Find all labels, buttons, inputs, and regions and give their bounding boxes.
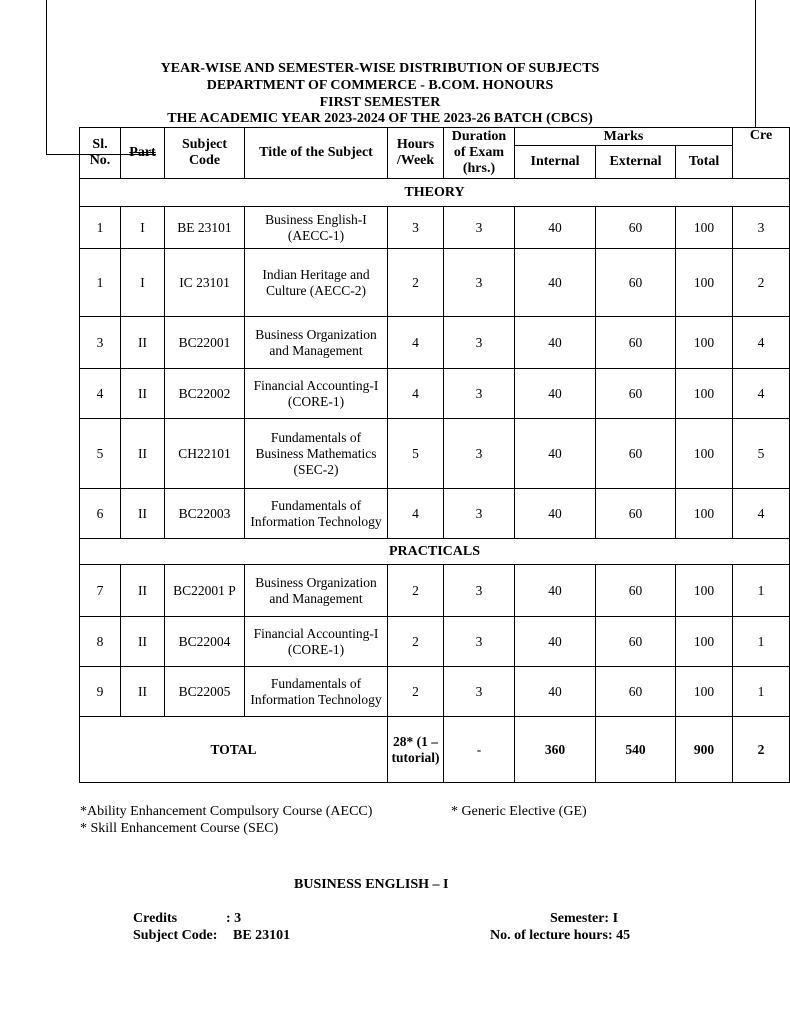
cell-credits: 1 — [733, 617, 790, 667]
total-external: 540 — [596, 717, 676, 783]
cell-sl: 4 — [80, 369, 121, 419]
total-label: TOTAL — [80, 717, 388, 783]
cell-code: IC 23101 — [165, 249, 245, 317]
note-sec: * Skill Enhancement Course (SEC) — [80, 821, 279, 836]
cell-credits: 1 — [733, 565, 790, 617]
cell-credits: 4 — [733, 369, 790, 419]
cell-hours: 4 — [388, 489, 444, 539]
cell-external: 60 — [596, 207, 676, 249]
cell-hours: 2 — [388, 565, 444, 617]
credits-value: : 3 — [226, 911, 242, 926]
total-hours: 28* (1 – tutorial) — [388, 717, 444, 783]
cell-duration: 3 — [444, 667, 515, 717]
table-row — [80, 565, 790, 617]
cell-total: 100 — [676, 489, 733, 539]
cell-title: Fundamentals of Information Technology — [245, 489, 388, 539]
col-header-title: Title of the Subject — [245, 128, 388, 179]
cell-total: 100 — [676, 249, 733, 317]
cell-internal: 40 — [515, 317, 596, 369]
cell-total: 100 — [676, 207, 733, 249]
cell-internal: 40 — [515, 667, 596, 717]
cell-part: I — [121, 249, 165, 317]
cell-internal: 40 — [515, 617, 596, 667]
note-aecc: *Ability Enhancement Compulsory Course (AECC) — [80, 804, 373, 819]
table-row — [80, 317, 790, 369]
cell-sl: 9 — [80, 667, 121, 717]
table-row — [80, 249, 790, 317]
cell-code: BC22001 P — [165, 565, 245, 617]
col-header-code: Subject Code — [165, 128, 245, 179]
cell-credits: 3 — [733, 207, 790, 249]
cell-hours: 4 — [388, 369, 444, 419]
col-header-credits: Cre — [733, 128, 790, 179]
cell-internal: 40 — [515, 489, 596, 539]
cell-part: II — [121, 369, 165, 419]
cell-title: Business Organization and Management — [245, 317, 388, 369]
cell-title: Business Organization and Management — [245, 565, 388, 617]
cell-credits: 4 — [733, 317, 790, 369]
cell-hours: 2 — [388, 617, 444, 667]
cell-total: 100 — [676, 317, 733, 369]
col-header-marks: Marks — [515, 128, 733, 146]
col-header-part-text: Part — [129, 145, 156, 160]
cell-part: II — [121, 617, 165, 667]
cell-internal: 40 — [515, 369, 596, 419]
cell-duration: 3 — [444, 489, 515, 539]
cell-duration: 3 — [444, 317, 515, 369]
cell-part: II — [121, 419, 165, 489]
cell-hours: 2 — [388, 249, 444, 317]
cell-title: Fundamentals of Business Mathematics (SEC-2) — [245, 419, 388, 489]
cell-sl: 6 — [80, 489, 121, 539]
cell-sl: 1 — [80, 207, 121, 249]
cell-hours: 3 — [388, 207, 444, 249]
heading-line-4: THE ACADEMIC YEAR 2023-2024 OF THE 2023-26 BATCH (CBCS) — [167, 111, 593, 126]
subject-code-value: BE 23101 — [233, 928, 291, 943]
cell-duration: 3 — [444, 565, 515, 617]
cell-credits: 2 — [733, 249, 790, 317]
cell-sl: 7 — [80, 565, 121, 617]
cell-external: 60 — [596, 617, 676, 667]
cell-part: II — [121, 489, 165, 539]
table-row — [80, 667, 790, 717]
lecture-hours-label: No. of lecture hours: 45 — [490, 928, 631, 943]
cell-sl: 1 — [80, 249, 121, 317]
cell-credits: 1 — [733, 667, 790, 717]
subject-distribution-table — [79, 127, 790, 783]
total-duration: - — [444, 717, 515, 783]
cell-total: 100 — [676, 369, 733, 419]
heading-line-2: DEPARTMENT OF COMMERCE - B.COM. HONOURS — [206, 78, 554, 93]
section-theory: THEORY — [80, 179, 790, 207]
cell-total: 100 — [676, 419, 733, 489]
cell-part: I — [121, 207, 165, 249]
cell-hours: 2 — [388, 667, 444, 717]
cell-internal: 40 — [515, 565, 596, 617]
practical-rows — [80, 565, 790, 717]
cell-code: BC22004 — [165, 617, 245, 667]
table-row — [80, 617, 790, 667]
cell-internal: 40 — [515, 207, 596, 249]
cell-external: 60 — [596, 667, 676, 717]
cell-external: 60 — [596, 317, 676, 369]
col-header-sl: Sl. No. — [80, 128, 121, 179]
cell-title: Financial Accounting-I (CORE-1) — [245, 369, 388, 419]
cell-total: 100 — [676, 617, 733, 667]
section-practicals: PRACTICALS — [80, 539, 790, 565]
cell-part: II — [121, 317, 165, 369]
col-header-duration: Duration of Exam (hrs.) — [444, 128, 515, 179]
col-header-internal: Internal — [515, 146, 596, 179]
cell-code: BC22005 — [165, 667, 245, 717]
cell-duration: 3 — [444, 617, 515, 667]
cell-hours: 5 — [388, 419, 444, 489]
total-total: 900 — [676, 717, 733, 783]
cell-credits: 5 — [733, 419, 790, 489]
cell-code: BC22003 — [165, 489, 245, 539]
cell-title: Indian Heritage and Culture (AECC-2) — [245, 249, 388, 317]
note-ge: * Generic Elective (GE) — [451, 804, 587, 819]
cell-part: II — [121, 565, 165, 617]
table-row — [80, 207, 790, 249]
cell-external: 60 — [596, 419, 676, 489]
cell-hours: 4 — [388, 317, 444, 369]
cell-total: 100 — [676, 565, 733, 617]
cell-part: II — [121, 667, 165, 717]
cell-sl: 5 — [80, 419, 121, 489]
table-row — [80, 419, 790, 489]
cell-total: 100 — [676, 667, 733, 717]
cell-title: Financial Accounting-I (CORE-1) — [245, 617, 388, 667]
total-internal: 360 — [515, 717, 596, 783]
cell-internal: 40 — [515, 419, 596, 489]
total-credits: 2 — [733, 717, 790, 783]
semester-label: Semester: I — [550, 911, 619, 926]
theory-rows — [80, 207, 790, 539]
cell-code: BC22002 — [165, 369, 245, 419]
frame-right-line — [755, 0, 756, 128]
heading-line-1: YEAR-WISE AND SEMESTER-WISE DISTRIBUTION OF SUBJECTS — [160, 61, 600, 76]
cell-external: 60 — [596, 369, 676, 419]
cell-duration: 3 — [444, 369, 515, 419]
table-row — [80, 489, 790, 539]
cell-duration: 3 — [444, 419, 515, 489]
col-header-external: External — [596, 146, 676, 179]
subject-title: BUSINESS ENGLISH – I — [294, 877, 449, 892]
col-header-total: Total — [676, 146, 733, 179]
cell-code: CH22101 — [165, 419, 245, 489]
cell-sl: 3 — [80, 317, 121, 369]
heading-line-3: FIRST SEMESTER — [319, 95, 441, 110]
cell-title: Business English-I (AECC-1) — [245, 207, 388, 249]
col-header-part — [121, 128, 165, 179]
cell-sl: 8 — [80, 617, 121, 667]
cell-code: BE 23101 — [165, 207, 245, 249]
cell-duration: 3 — [444, 249, 515, 317]
col-header-hours: Hours /Week — [388, 128, 444, 179]
cell-external: 60 — [596, 489, 676, 539]
cell-credits: 4 — [733, 489, 790, 539]
subject-code-label: Subject Code: — [133, 928, 218, 943]
credits-label: Credits — [133, 911, 178, 926]
cell-title: Fundamentals of Information Technology — [245, 667, 388, 717]
table-row — [80, 369, 790, 419]
cell-duration: 3 — [444, 207, 515, 249]
cell-external: 60 — [596, 249, 676, 317]
frame-left-line — [46, 0, 47, 155]
cell-external: 60 — [596, 565, 676, 617]
cell-code: BC22001 — [165, 317, 245, 369]
cell-internal: 40 — [515, 249, 596, 317]
